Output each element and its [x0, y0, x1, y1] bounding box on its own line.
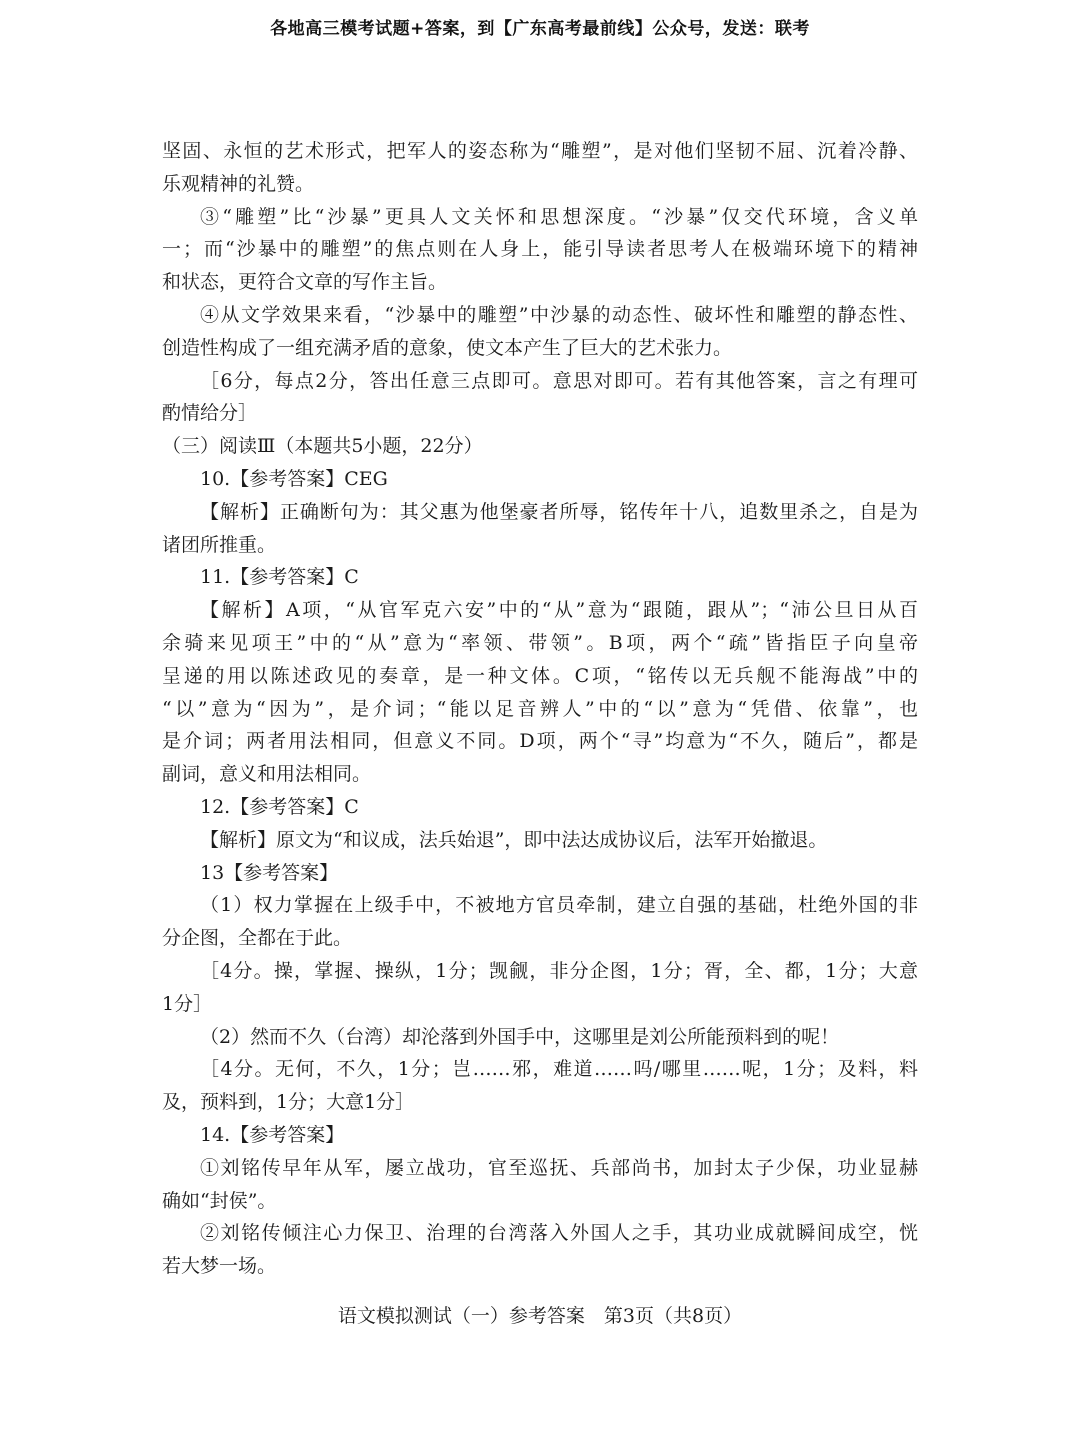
text-line: ①刘铭传早年从军，屡立战功，官至巡抚、兵部尚书，加封太子少保，功业显赫 — [200, 1156, 918, 1179]
text-line: 呈递的用以陈述政见的奏章，是一种文体。C项，“铭传以无兵舰不能海战”中的 — [162, 664, 918, 687]
text-line: 【解析】A项，“从官军克六安”中的“从”意为“跟随，跟从”；“沛公旦日从百 — [200, 599, 918, 622]
text-line: 11.【参考答案】C — [200, 566, 359, 589]
text-line: 1分］ — [162, 992, 213, 1015]
text-line: 【解析】正确断句为：其父惠为他堡豪者所辱，铭传年十八，追数里杀之，自是为 — [200, 500, 918, 523]
text-line: 10.【参考答案】CEG — [200, 467, 388, 490]
text-line: 乐观精神的礼赞。 — [162, 172, 315, 195]
text-line: 13【参考答案】 — [200, 861, 339, 884]
text-line: 【解析】原文为“和议成，法兵始退”，即中法达成协议后，法军开始撤退。 — [200, 828, 828, 851]
text-line: （2）然而不久（台湾）却沦落到外国手中，这哪里是刘公所能预料到的呢！ — [200, 1025, 840, 1048]
text-line: （1）权力掌握在上级手中，不被地方官员牵制，建立自强的基础，杜绝外国的非 — [200, 894, 918, 917]
text-line: 副词，意义和用法相同。 — [162, 763, 372, 786]
text-line: 是介词；两者用法相同，但意义不同。D项，两个“寻”均意为“不久，随后”，都是 — [162, 730, 918, 753]
text-line: 12.【参考答案】C — [200, 795, 359, 818]
text-line: 坚固、永恒的艺术形式，把军人的姿态称为“雕塑”，是对他们坚韧不屈、沉着冷静、 — [162, 140, 918, 162]
text-line: ［6分，每点2分，答出任意三点即可。意思对即可。若有其他答案，言之有理可 — [200, 369, 918, 392]
text-line: ［4分。操，掌握、操纵，1分；觊觎，非分企图，1分；胥，全、都，1分；大意 — [200, 959, 918, 982]
text-line: “以”意为“因为”，是介词；“能以足音辨人”中的“以”意为“凭借、依靠”，也 — [162, 697, 918, 720]
text-line: 一；而“沙暴中的雕塑”的焦点则在人身上，能引导读者思考人在极端环境下的精神 — [162, 238, 918, 261]
text-line: 创造性构成了一组充满矛盾的意象，使文本产生了巨大的艺术张力。 — [162, 336, 733, 359]
text-line: 确如“封侯”。 — [162, 1189, 277, 1212]
text-line: 余骑来见项王”中的“从”意为“率领、带领”。B项，两个“疏”皆指臣子向皇帝 — [162, 631, 918, 654]
text-line: ④从文学效果来看，“沙暴中的雕塑”中沙暴的动态性、破坏性和雕塑的静态性、 — [200, 303, 918, 326]
answer-body — [162, 135, 918, 1283]
text-line: ②刘铭传倾注心力保卫、治理的台湾落入外国人之手，其功业成就瞬间成空，恍 — [200, 1222, 918, 1245]
text-line: 若大梦一场。 — [162, 1255, 277, 1278]
text-line: 及，预料到，1分；大意1分］ — [162, 1091, 415, 1114]
page-footer: 语文模拟测试（一）参考答案 第3页（共8页） — [337, 1305, 743, 1327]
text-line: ③“雕塑”比“沙暴”更具人文关怀和思想深度。“沙暴”仅交代环境，含义单 — [200, 205, 918, 228]
text-line: 分企图，全都在于此。 — [162, 927, 353, 950]
text-line: 14.【参考答案】 — [200, 1123, 345, 1146]
text-line: 诸团所推重。 — [162, 533, 277, 556]
text-line: ［4分。无何，不久，1分；岂……邪，难道……吗/哪里……呢，1分；及料，料 — [200, 1058, 918, 1081]
text-line: 和状态，更符合文章的写作主旨。 — [162, 271, 448, 294]
header-banner: 各地高三模考试题+答案，到【广东高考最前线】公众号，发送：联考 — [270, 19, 810, 39]
text-line: 酌情给分］ — [162, 402, 258, 425]
text-line: （三）阅读Ⅲ（本题共5小题，22分） — [162, 435, 483, 458]
